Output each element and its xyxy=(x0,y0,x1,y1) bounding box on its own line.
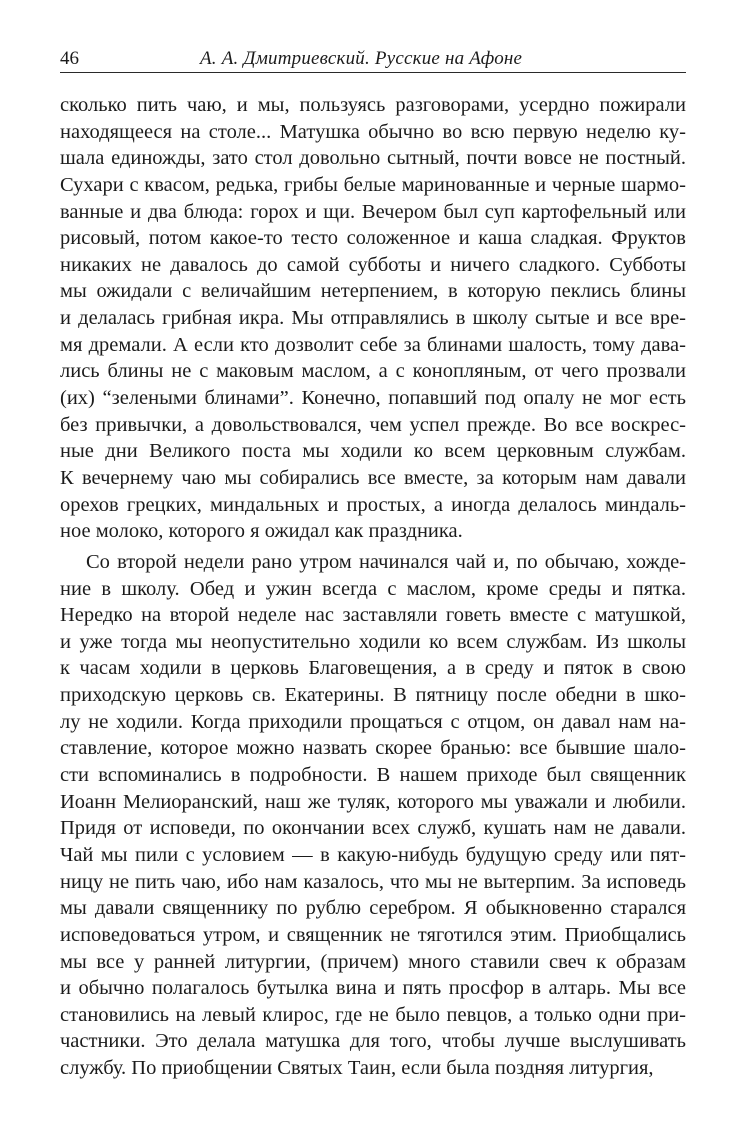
text-line: Чай мы пили с условием — в какую-нибудь будущую среду или пят- xyxy=(60,843,686,866)
text-line: ванные и два блюда: горох и щи. Вечером был суп картофельный или xyxy=(60,200,686,223)
text-line: орехов грецких, миндальных и простых, а иногда делалось миндаль- xyxy=(60,493,686,516)
text-line: шала единожды, зато стол довольно сытный, почти вовсе не постный. xyxy=(60,147,686,170)
text-line: службу. По приобщении Святых Таин, если была поздняя литургия, xyxy=(60,1057,654,1080)
text-line: мы давали священнику по рублю серебром. Я обыкновенно старался xyxy=(60,897,686,920)
text-line: рисовый, потом какое-то тесто соложенное и каша сладкая. Фруктов xyxy=(60,227,686,250)
paragraph xyxy=(60,92,686,545)
text-line: К вечернему чаю мы собирались все вместе, за которым нам давали xyxy=(60,466,686,489)
text-line: (их) “зелеными блинами”. Конечно, попавший под опалу не мог есть xyxy=(60,387,686,410)
text-line: Придя от исповеди, по окончании всех служб, кушать нам не давали. xyxy=(60,817,686,840)
text-line: сколько пить чаю, и мы, пользуясь разговорами, усердно пожирали xyxy=(60,94,686,116)
text-line: мы ожидали с величайшим нетерпением, в которую пеклись блины xyxy=(60,280,686,303)
text-line: ные дни Великого поста мы ходили ко всем церковным службам. xyxy=(60,440,686,463)
text-line: и делалась грибная икра. Мы отправлялись в школу сытые и все вре- xyxy=(60,307,686,330)
text-line: частники. Это делала матушка для того, чтобы лучше выслушивать xyxy=(60,1030,686,1053)
body-text xyxy=(60,92,686,1082)
text-line: Нередко на второй неделе нас заставляли говеть вместе с матушкой, xyxy=(60,604,686,627)
text-line: мя дремали. А если кто дозволит себе за блинами шалость, тому дава- xyxy=(60,333,686,356)
text-line: ние в школу. Обед и ужин всегда с маслом, кроме среды и пятка. xyxy=(60,577,686,600)
text-line: лись блины не с маковым маслом, а с конопляным, от чего прозвали xyxy=(60,360,686,383)
text-line: сти вспоминались в подробности. В нашем приходе был священник xyxy=(60,764,686,787)
running-header xyxy=(60,46,686,73)
paragraph xyxy=(60,549,686,1082)
text-line: исповедоваться утром, и священник не тяготился этим. Приобщались xyxy=(60,923,686,946)
text-line: ницу не пить чаю, ибо нам казалось, что мы не вытерпим. За исповедь xyxy=(60,870,686,893)
text-line: ставление, которое можно назвать скорее бранью: все бывшие шало- xyxy=(60,737,686,760)
text-line: к часам ходили в церковь Благовещения, а в среду и пяток в свою xyxy=(60,657,686,680)
page-number: 46 xyxy=(60,48,79,69)
text-line: приходскую церковь св. Екатерины. В пятницу после обедни в шко- xyxy=(60,684,686,707)
text-line: никаких не давалось до самой субботы и ничего сладкого. Субботы xyxy=(60,253,686,276)
text-line: Иоанн Мелиоранский, наш же туляк, которого мы уважали и любили. xyxy=(60,790,686,813)
running-title: А. А. Дмитриевский. Русские на Афоне xyxy=(200,48,523,69)
text-line: ное молоко, которого я ожидал как праздника. xyxy=(60,520,463,543)
text-line: и обычно полагалось бутылка вина и пять просфор в алтарь. Мы все xyxy=(60,977,686,1000)
text-line: без привычки, а довольствовался, чем успел прежде. Во все воскрес- xyxy=(60,413,686,436)
text-line: Сухари с квасом, редька, грибы белые маринованные и черные шармо- xyxy=(60,173,686,196)
text-line: и уже тогда мы неопустительно ходили ко всем службам. Из школы xyxy=(60,630,686,653)
text-line: лу не ходили. Когда приходили прощаться с отцом, он давал нам на- xyxy=(60,710,686,733)
text-line: находящееся на столе... Матушка обычно во всю первую неделю ку- xyxy=(60,120,686,143)
text-line: становились на левый клирос, где не было певцов, а только одни при- xyxy=(60,1003,686,1026)
text-line: Со второй недели рано утром начинался чай и, по обычаю, хожде- xyxy=(86,550,686,573)
text-line: мы все у ранней литургии, (причем) много ставили свеч к образам xyxy=(60,950,686,973)
